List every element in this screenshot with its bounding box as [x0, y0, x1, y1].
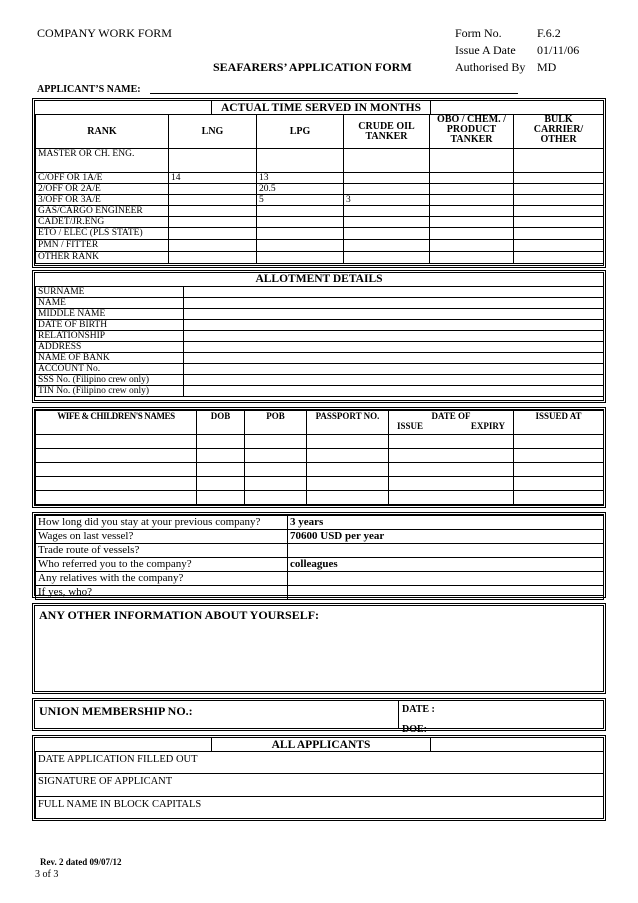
obo-cell[interactable]	[430, 206, 514, 217]
obo-cell[interactable]	[430, 252, 514, 264]
col-bulk: BULK CARRIER/ OTHER	[514, 115, 604, 149]
revision-label: Rev. 2 dated 09/07/12	[40, 857, 122, 867]
question-answer[interactable]	[288, 544, 604, 558]
family-cell[interactable]	[36, 435, 197, 449]
bulk-cell[interactable]	[514, 206, 604, 217]
lpg-cell[interactable]	[257, 228, 344, 240]
family-cell[interactable]	[307, 491, 389, 505]
meta-label-form-no: Form No.	[455, 26, 502, 40]
crude-cell[interactable]: 3	[344, 195, 430, 206]
lpg-cell[interactable]: 13	[257, 173, 344, 184]
family-cell[interactable]	[307, 477, 389, 491]
family-table	[35, 410, 604, 505]
bulk-cell[interactable]	[514, 173, 604, 184]
applicant-field[interactable]: SIGNATURE OF APPLICANT	[36, 774, 604, 797]
lng-cell[interactable]: 14	[169, 173, 257, 184]
lng-cell[interactable]	[169, 217, 257, 228]
lng-cell[interactable]	[169, 252, 257, 264]
crude-cell[interactable]	[344, 206, 430, 217]
lng-cell[interactable]	[169, 184, 257, 195]
family-cell[interactable]	[307, 449, 389, 463]
crude-cell[interactable]	[344, 184, 430, 195]
family-cell[interactable]	[307, 435, 389, 449]
all-applicants-table	[35, 751, 604, 819]
allotment-label: NAME OF BANK	[36, 353, 184, 364]
union-date-label: DATE :	[402, 704, 435, 715]
union-divider	[398, 700, 399, 729]
col-family-names: WIFE & CHILDREN'S NAMES	[36, 411, 197, 435]
obo-cell[interactable]	[430, 228, 514, 240]
lng-cell[interactable]	[169, 195, 257, 206]
family-cell[interactable]	[197, 435, 245, 449]
family-cell[interactable]	[245, 463, 307, 477]
applicant-field[interactable]: DATE APPLICATION FILLED OUT	[36, 752, 604, 774]
family-cell[interactable]	[514, 449, 604, 463]
lng-cell[interactable]	[169, 228, 257, 240]
allotment-label: SURNAME	[36, 287, 184, 298]
question-answer[interactable]	[288, 586, 604, 600]
col-dob: DOB	[197, 411, 245, 435]
rank-cell: 2/OFF OR 2A/E	[36, 184, 169, 195]
obo-cell[interactable]	[430, 217, 514, 228]
allotment-title: ALLOTMENT DETAILS	[255, 273, 383, 285]
question-answer[interactable]: 70600 USD per year	[288, 530, 604, 544]
rank-cell: C/OFF OR 1A/E	[36, 173, 169, 184]
col-pob: POB	[245, 411, 307, 435]
question-answer[interactable]: 3 years	[288, 516, 604, 530]
date-issue-label: ISSUE	[397, 421, 424, 431]
family-cell[interactable]	[36, 491, 197, 505]
family-cell[interactable]	[36, 449, 197, 463]
col-passport: PASSPORT NO.	[307, 411, 389, 435]
family-cell[interactable]	[389, 477, 514, 491]
bulk-cell[interactable]	[514, 252, 604, 264]
crude-cell[interactable]	[344, 228, 430, 240]
family-cell[interactable]	[389, 463, 514, 477]
page-number: 3 of 3	[35, 869, 59, 880]
lpg-cell[interactable]: 5	[257, 195, 344, 206]
lpg-cell[interactable]	[257, 240, 344, 252]
bulk-cell[interactable]	[514, 195, 604, 206]
lpg-cell[interactable]	[257, 149, 344, 173]
date-of-label: DATE OF	[431, 411, 471, 421]
allotment-label: MIDDLE NAME	[36, 309, 184, 320]
allotment-label: ADDRESS	[36, 342, 184, 353]
union-doe-label: DOE:	[402, 724, 427, 735]
meta-label-authorised: Authorised By	[455, 60, 526, 74]
allotment-label: TIN No. (Filipino crew only)	[36, 386, 184, 397]
lng-cell[interactable]	[169, 240, 257, 252]
allotment-table	[35, 286, 604, 397]
allotment-value[interactable]	[184, 353, 604, 364]
lpg-cell[interactable]	[257, 252, 344, 264]
allotment-value[interactable]	[184, 386, 604, 397]
allotment-value[interactable]	[184, 375, 604, 386]
rank-cell: GAS/CARGO ENGINEER	[36, 206, 169, 217]
allotment-value[interactable]	[184, 287, 604, 298]
form-title: SEAFARERS’ APPLICATION FORM	[213, 60, 412, 74]
rank-cell: PMN / FITTER	[36, 240, 169, 252]
obo-cell[interactable]	[430, 240, 514, 252]
question-label: Who referred you to the company?	[36, 558, 288, 572]
family-cell[interactable]	[197, 477, 245, 491]
obo-cell[interactable]	[430, 195, 514, 206]
lpg-cell[interactable]	[257, 206, 344, 217]
allotment-label: DATE OF BIRTH	[36, 320, 184, 331]
family-cell[interactable]	[389, 435, 514, 449]
family-cell[interactable]	[245, 477, 307, 491]
rank-cell: OTHER RANK	[36, 252, 169, 264]
family-cell[interactable]	[36, 477, 197, 491]
family-cell[interactable]	[197, 491, 245, 505]
family-cell[interactable]	[197, 463, 245, 477]
col-lpg: LPG	[257, 115, 344, 149]
date-expiry-label: EXPIRY	[470, 421, 505, 431]
allotment-value[interactable]	[184, 309, 604, 320]
question-label: Trade route of vessels?	[36, 544, 288, 558]
question-label: How long did you stay at your previous company?	[36, 516, 288, 530]
family-cell[interactable]	[389, 449, 514, 463]
col-rank: RANK	[36, 115, 169, 149]
family-cell[interactable]	[36, 463, 197, 477]
family-cell[interactable]	[197, 449, 245, 463]
family-cell[interactable]	[389, 491, 514, 505]
col-lng: LNG	[169, 115, 257, 149]
rank-cell: MASTER OR CH. ENG.	[36, 149, 169, 173]
col-issued-at: ISSUED AT	[514, 411, 604, 435]
allotment-value[interactable]	[184, 342, 604, 353]
family-cell[interactable]	[514, 491, 604, 505]
obo-cell[interactable]	[430, 149, 514, 173]
bulk-cell[interactable]	[514, 217, 604, 228]
other-info-label: ANY OTHER INFORMATION ABOUT YOURSELF:	[39, 608, 320, 622]
crude-cell[interactable]	[344, 217, 430, 228]
crude-cell[interactable]	[344, 252, 430, 264]
applicant-name-label: APPLICANT’S NAME:	[37, 84, 141, 95]
rank-cell: CADET/JR.ENG	[36, 217, 169, 228]
allotment-value[interactable]	[184, 320, 604, 331]
rank-cell: ETO / ELEC (PLS STATE)	[36, 228, 169, 240]
allotment-label: ACCOUNT No.	[36, 364, 184, 375]
all-applicants-title: ALL APPLICANTS	[211, 737, 431, 751]
meta-label-issue-date: Issue A Date	[455, 43, 516, 57]
lng-cell[interactable]	[169, 206, 257, 217]
crude-cell[interactable]	[344, 240, 430, 252]
union-label: UNION MEMBERSHIP NO.:	[39, 704, 193, 718]
family-cell[interactable]	[307, 463, 389, 477]
question-label: Wages on last vessel?	[36, 530, 288, 544]
family-cell[interactable]	[514, 477, 604, 491]
bulk-cell[interactable]	[514, 228, 604, 240]
family-cell[interactable]	[514, 463, 604, 477]
col-crude: CRUDE OIL TANKER	[344, 115, 430, 149]
question-answer[interactable]: colleagues	[288, 558, 604, 572]
crude-cell[interactable]	[344, 173, 430, 184]
applicant-field[interactable]: FULL NAME IN BLOCK CAPITALS	[36, 797, 604, 819]
allotment-label: RELATIONSHIP	[36, 331, 184, 342]
lpg-cell[interactable]	[257, 217, 344, 228]
col-obo: OBO / CHEM. / PRODUCT TANKER	[430, 115, 514, 149]
question-label: Any relatives with the company?	[36, 572, 288, 586]
question-label: If yes, who?	[36, 586, 288, 600]
sea-time-table	[35, 114, 604, 264]
lng-cell[interactable]	[169, 149, 257, 173]
bulk-cell[interactable]	[514, 184, 604, 195]
company-form-label: COMPANY WORK FORM	[37, 26, 172, 40]
allotment-value[interactable]	[184, 331, 604, 342]
union-date-box[interactable]	[402, 700, 602, 735]
applicant-name-field[interactable]	[150, 93, 518, 94]
allotment-label: NAME	[36, 298, 184, 309]
obo-cell[interactable]	[430, 184, 514, 195]
allotment-value[interactable]	[184, 298, 604, 309]
lpg-cell[interactable]: 20.5	[257, 184, 344, 195]
allotment-label: SSS No. (Filipino crew only)	[36, 375, 184, 386]
meta-value-form-no: F.6.2	[537, 26, 561, 40]
question-answer[interactable]	[288, 572, 604, 586]
obo-cell[interactable]	[430, 173, 514, 184]
family-cell[interactable]	[245, 435, 307, 449]
questions-table	[35, 515, 604, 600]
family-cell[interactable]	[514, 435, 604, 449]
rank-cell: 3/OFF OR 3A/E	[36, 195, 169, 206]
allotment-value[interactable]	[184, 364, 604, 375]
meta-value-authorised: MD	[537, 60, 557, 74]
family-cell[interactable]	[245, 491, 307, 505]
bulk-cell[interactable]	[514, 240, 604, 252]
family-cell[interactable]	[245, 449, 307, 463]
crude-cell[interactable]	[344, 149, 430, 173]
bulk-cell[interactable]	[514, 149, 604, 173]
sea-time-title: ACTUAL TIME SERVED IN MONTHS	[211, 100, 431, 114]
col-date-of	[389, 411, 514, 435]
meta-value-issue-date: 01/11/06	[537, 43, 580, 57]
